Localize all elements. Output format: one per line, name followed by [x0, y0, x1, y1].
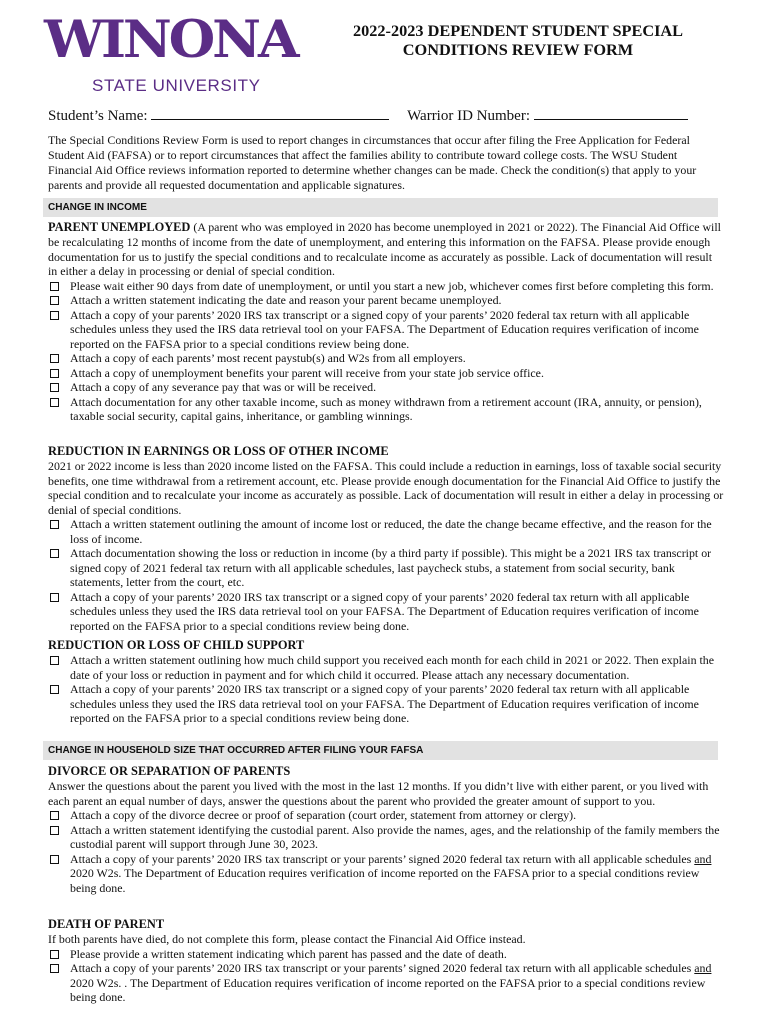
child-support-heading: REDUCTION OR LOSS OF CHILD SUPPORT — [48, 638, 305, 652]
checkbox[interactable] — [50, 520, 59, 529]
checkbox[interactable] — [50, 398, 59, 407]
earnings-heading: REDUCTION IN EARNINGS OR LOSS OF OTHER INCOME — [48, 444, 389, 458]
emphasis-and: and — [694, 961, 712, 975]
form-title-line1: 2022-2023 DEPENDENT STUDENT SPECIAL — [352, 21, 684, 40]
divorce-heading: DIVORCE OR SEPARATION OF PARENTS — [48, 764, 291, 778]
section-reduction-earnings — [48, 444, 724, 633]
student-info-line — [48, 105, 728, 125]
checklist-item: Attach a copy of your parents’ 2020 IRS tax transcript or a signed copy of your parents’ 2020 federal tax return with all applicable schedules unless they used the IRS data retrieval tool on your FAFSA. The Department of Education requires verification of income reported on the FAFSA prior to a special conditions review being done. — [48, 308, 724, 352]
checkbox[interactable] — [50, 549, 59, 558]
death-paragraph: If both parents have died, do not complete this form, please contact the Financial Aid Office instead. — [48, 932, 526, 946]
checkbox[interactable] — [50, 811, 59, 820]
section-child-support — [48, 638, 724, 726]
checklist-item: Attach documentation for any other taxable income, such as money withdrawn from a retirement account (IRA, annuity, or pension), taxable social security, capital gains, inheritance, or gambling winnings. — [48, 395, 724, 424]
logo-wordmark: WINONA — [44, 10, 297, 70]
checklist-item: Attach a copy of your parents’ 2020 IRS tax transcript or a signed copy of your parents’ 2020 federal tax return with all applicable schedules unless they used the IRS data retrieval tool on your FAFSA. The Department of Education requires verification of income reported on the FAFSA prior to a special conditions review being done. — [48, 590, 724, 634]
checklist-item: Attach a copy of your parents’ 2020 IRS tax transcript or a signed copy of your parents’ 2020 federal tax return with all applicable schedules unless they used the IRS data retrieval tool on your FAFSA. The Department of Education requires verification of income reported on the FAFSA prior to a special conditions review being done. — [48, 682, 724, 726]
section-banner-income: CHANGE IN INCOME — [43, 198, 718, 217]
checkbox[interactable] — [50, 354, 59, 363]
unemployed-heading: PARENT UNEMPLOYED — [48, 220, 191, 234]
checklist-item: Attach a copy of the divorce decree or proof of separation (court order, statement from attorney or clergy). — [48, 808, 724, 823]
checkbox[interactable] — [50, 296, 59, 305]
section-banner-household: CHANGE IN HOUSEHOLD SIZE THAT OCCURRED AFTER FILING YOUR FAFSA — [43, 741, 718, 760]
checkbox[interactable] — [50, 685, 59, 694]
checklist-item: Attach documentation showing the loss or reduction in income (by a third party if possible). This might be a 2021 IRS tax transcript or signed copy of 2021 federal tax return with all applicable schedules, last paycheck stubs, a statement from social security, bank statements, letter from the court, etc. — [48, 546, 724, 590]
form-title — [318, 21, 718, 59]
checklist-item: Attach a written statement outlining the amount of income lost or reduced, the date the change became effective, and the reason for the loss of income. — [48, 517, 724, 546]
checklist-item: Attach a copy of any severance pay that was or will be received. — [48, 380, 724, 395]
intro-paragraph: The Special Conditions Review Form is used to report changes in circumstances that occur after filing the Free Application for Federal Student Aid (FAFSA) or to report circumstances that affect the families ability to contribute toward college costs. The WSU Student Financial Aid Office reviews information reported to determine whether changes can be made. Check the condition(s) that apply to your parents and provide all requested documentation and applicable signatures. — [48, 133, 697, 192]
earnings-paragraph: 2021 or 2022 income is less than 2020 income listed on the FAFSA. This could include a reduction in earnings, loss of taxable social security benefits, one time withdrawal from a retirement account, etc. Please provide enough documentation for the Financial Aid Office to justify the special condition and to recalculate your income as accurately as possible. Lack of documentation will result in either a delay in processing or denial of special conditions. — [48, 459, 724, 517]
emphasis-and: and — [694, 851, 712, 866]
checkbox[interactable] — [50, 593, 59, 602]
checkbox[interactable] — [50, 311, 59, 320]
checkbox[interactable] — [50, 383, 59, 392]
unemployed-text: (A parent who was employed in 2020 has become unemployed in 2021 or 2022). The Financial Aid Office will be recalculating 12 months of income from the date of unemployment, and entering this information on the FAFSA. Please provide enough documentation for us to justify the special conditions and to recalculate income as accurately as possible. Lack of documentation will result in either a delay in processing or denial of special condition. — [48, 220, 721, 278]
checklist-item: Attach a copy of your parents’ 2020 IRS tax transcript or your parents’ signed 2020 federal tax return with all applicable schedules and 2020 W2s. . The Department of Education requires verification of income reported on the FAFSA prior to a special conditions review being done. — [48, 961, 724, 1005]
checkbox[interactable] — [50, 656, 59, 665]
checkbox[interactable] — [50, 826, 59, 835]
checkbox[interactable] — [50, 964, 59, 973]
death-heading: DEATH OF PARENT — [48, 917, 165, 931]
checkbox[interactable] — [50, 282, 59, 291]
divorce-paragraph: Answer the questions about the parent you lived with the most in the last 12 months. If you didn’t live with either parent, or you lived with each parent an equal number of days, answer the questions about the parent who provided the greater amount of support to you. — [48, 779, 709, 808]
checkbox[interactable] — [50, 369, 59, 378]
unemployed-paragraph — [48, 220, 724, 279]
checkbox[interactable] — [50, 950, 59, 959]
checklist-item: Attach a written statement outlining how much child support you received each month for each child in 2021 or 2022. Then explain the date of your loss or reduction in payment and for which child it occurred. Please attach any necessary documentation. — [48, 653, 724, 682]
section-death-of-parent — [48, 917, 724, 1005]
checklist-item: Attach a copy of your parents’ 2020 IRS tax transcript or your parents’ signed 2020 federal tax return with all applicable schedules and 2020 W2s. The Department of Education requires verification of income reported on the FAFSA prior to a special conditions review being done. — [48, 852, 724, 896]
checkbox[interactable] — [50, 855, 59, 864]
checklist-item: Attach a written statement indicating the date and reason your parent became unemployed. — [48, 293, 724, 308]
checklist-item: Attach a written statement identifying the custodial parent. Also provide the names, ages, and the relationship of the family members the custodial parent will support through June 30, 2023. — [48, 823, 724, 852]
section-parent-unemployed — [48, 220, 724, 424]
checklist-item: Attach a copy of unemployment benefits your parent will receive from your state job service office. — [48, 366, 724, 381]
winona-logo — [44, 10, 297, 95]
checklist-item: Please wait either 90 days from date of unemployment, or until you start a new job, whichever comes first before completing this form. — [48, 279, 724, 294]
student-name-field[interactable] — [151, 105, 389, 120]
checklist-item: Attach a copy of each parents’ most recent paystub(s) and W2s from all employers. — [48, 351, 724, 366]
section-divorce — [48, 764, 724, 895]
form-title-line2: CONDITIONS REVIEW FORM — [402, 40, 634, 59]
student-name-label: Student’s Name: — [48, 108, 148, 124]
warrior-id-field[interactable] — [534, 105, 688, 120]
checklist-item: Please provide a written statement indicating which parent has passed and the date of death. — [48, 947, 724, 962]
logo-subtitle: STATE UNIVERSITY — [92, 76, 261, 95]
warrior-id-label: Warrior ID Number: — [407, 108, 530, 124]
